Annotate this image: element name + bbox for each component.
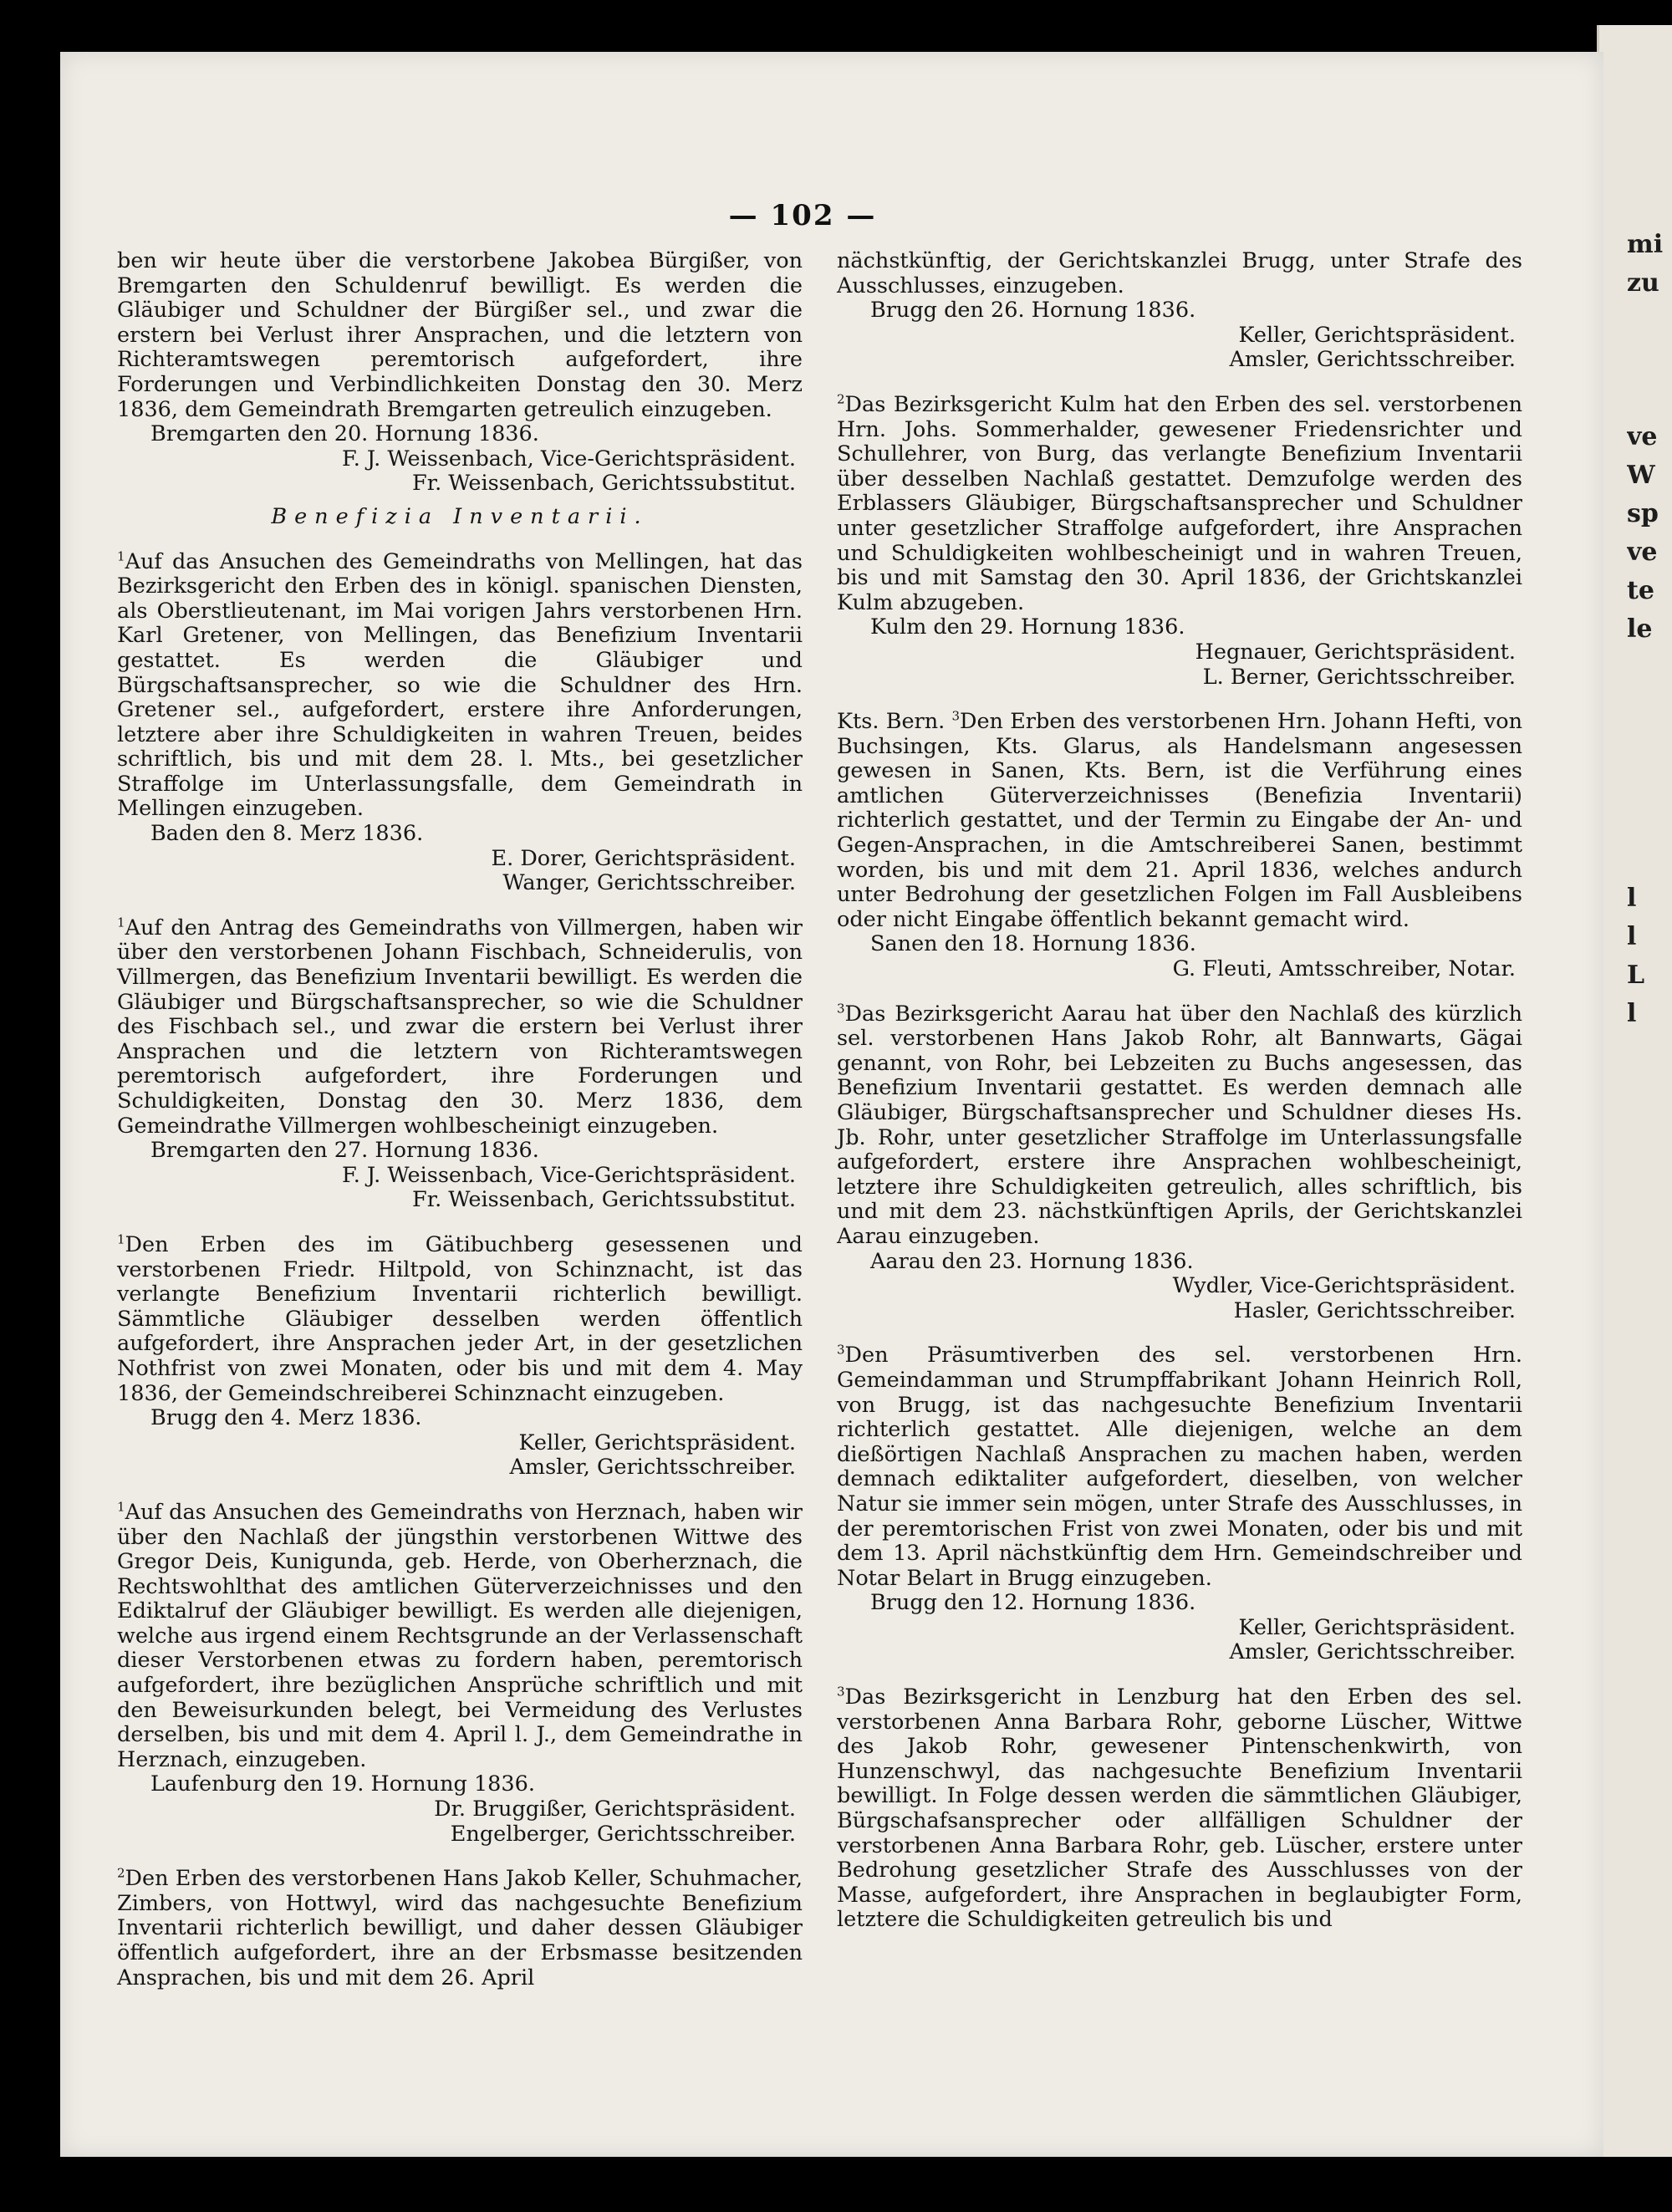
next-page-line-fragment [1627, 841, 1672, 879]
notice-paragraph [117, 1867, 803, 1990]
notice-paragraph [117, 916, 803, 1139]
signature-line: G. Fleuti, Amtsschreiber, Notar. [1172, 956, 1516, 982]
next-page-line-fragment [1627, 1149, 1672, 1187]
signature-line: Fr. Weissenbach, Gerichtssubstitut. [412, 1187, 796, 1213]
spacer [837, 1665, 1522, 1685]
notice-text: Das Bezirksgericht in Lenzburg hat den Erben des sel. verstorbenen Anna Barbara Rohr, geborne Lüscher, Wittwe des Jakob Rohr, gewesener Pintenschenkwirth, von Hunzenschwyl, das nachgesuchte Benefizium Inventarii bewilligt. In Folge dessen werden die sämmtlichen Gläubiger, Bürgschafsansprecher oder allfälligen Schuldner der verstorbenen Anna Barbara Rohr, geb. Lüscher, erstere unter Bedrohung gesetzlicher Strafe des Ausschlusses von der Masse, aufgefordert, ihre Ansprachen in beglaubigter Form, letztere die Schuldigkeiten getreulich bis und [837, 1684, 1522, 1933]
next-page-line-fragment: l [1627, 884, 1637, 913]
notice-text: nächstkünftig, der Gerichtskanzlei Brugg, unter Strafe des Ausschlusses, einzugeben. [837, 248, 1522, 298]
notice-text: Auf das Ansuchen des Gemeindraths von Mellingen, hat das Bezirksgericht den Erben des in königl. spanischen Diensten, als Oberstlieutenant, im Mai vorigen Jahrs verstorbenen Hrn. Karl Gretener, von Mellingen, das Benefizium Inventarii gestattet. Es werden die Gläubiger und Bürgschaftsansprecher, so wie die Schuldner des Hrn. Gretener sel., aufgefordert, erstere ihre Anforderungen, letztere aber ihre Schuldigkeiten in wahren Treuen, beides schriftlich, bis und mit dem 28. l. Mts., bei gesetzlicher Straffolge im Unterlassungsfalle, dem Gemeindrath in Mellingen einzugeben. [117, 548, 803, 822]
notice-number-mark: 3 [837, 1001, 845, 1017]
notice-paragraph [117, 1501, 803, 1773]
notice-paragraph [837, 249, 1522, 298]
notice-paragraph [837, 1343, 1522, 1591]
signature-line: Wydler, Vice-Gerichtspräsident. [1172, 1273, 1516, 1299]
next-page-line-fragment: W [1627, 461, 1655, 490]
notice-text: Den Präsumtiverben des sel. verstorbenen Hrn. Gemeindamman und Strumpffabrikant Johann Heinrich Roll, von Brugg, ist das nachgesuchte Benefizium Inventarii richterlich gestattet. Alle diejenigen, welche an dem dießörtigen Nachlaß Ansprachen zu machen haben, werden demnach ediktaliter aufgefordert, dieselben, von welcher Natur sie immer sein mögen, unter Strafe des Ausschlusses, in der peremtorischen Frist von zwei Monaten, oder bis und mit dem 13. April nächstkünftig dem Hrn. Gemeindschreiber und Notar Belart in Brugg einzugeben. [837, 1343, 1522, 1591]
next-page-line-fragment [1627, 1341, 1672, 1379]
place-date-line: Brugg den 12. Hornung 1836. [870, 1590, 1196, 1616]
signature-line: F. J. Weissenbach, Vice-Gerichtspräsident. [342, 1162, 796, 1188]
signature-line: Fr. Weissenbach, Gerichtssubstitut. [412, 471, 796, 497]
notice-number-mark: 1 [117, 1499, 125, 1515]
notice-paragraph [117, 249, 803, 422]
place-date-line: Brugg den 4. Merz 1836. [150, 1405, 422, 1431]
next-page-line-fragment [1627, 1187, 1672, 1226]
next-page-line-fragment: le [1627, 614, 1653, 644]
signature-line: Amsler, Gerichtsschreiber. [1229, 1639, 1516, 1665]
signature-line: Keller, Gerichtspräsident. [1238, 1614, 1516, 1640]
signature-line: Dr. Bruggißer, Gerichtspräsident. [434, 1797, 796, 1822]
next-page-line-fragment: zu [1627, 268, 1659, 298]
next-page-fragment [1627, 226, 1672, 1456]
spacer [117, 1481, 803, 1501]
next-page-line-fragment [1627, 1264, 1672, 1302]
notice-number-mark: 3 [837, 1684, 845, 1700]
canton-label: Kts. Bern. [837, 709, 952, 735]
next-page-line-fragment: ve [1627, 538, 1658, 567]
notice-number-mark: 2 [837, 391, 845, 407]
next-page-line-fragment [1627, 303, 1672, 341]
next-page-line-fragment [1627, 380, 1672, 418]
signature-line: Hasler, Gerichtsschreiber. [1233, 1297, 1516, 1323]
next-page-line-fragment: l [1627, 922, 1637, 951]
notice-paragraph [837, 1685, 1522, 1933]
next-page-line-fragment [1627, 726, 1672, 764]
next-page-line-fragment: mi [1627, 230, 1664, 259]
spacer [837, 373, 1522, 393]
next-page-line-fragment: sp [1627, 499, 1659, 528]
notice-number-mark: 1 [117, 1231, 125, 1247]
signature-line: Keller, Gerichtspräsident. [518, 1430, 796, 1455]
page-number: — 102 — [728, 199, 877, 232]
signature-line: Amsler, Gerichtsschreiber. [1229, 347, 1516, 373]
next-page-line-fragment: l [1627, 999, 1637, 1028]
signature-line: Hegnauer, Gerichtspräsident. [1195, 639, 1516, 665]
next-page-line-fragment: ve [1627, 422, 1658, 451]
notice-text: Den Erben des im Gätibuchberg gesessenen und verstorbenen Friedr. Hiltpold, von Schinznacht, ist das verlangte Benefizium Inventarii richterlich bewilligt. Sämmtliche Gläubiger desselben werden öffentlich aufgefordert, ihre Ansprachen jeder Art, in der gesetzlichen Nothfrist von zwei Monaten, oder bis und mit dem 4. May 1836, der Gemeindschreiberei Schinznacht einzugeben. [117, 1231, 803, 1406]
next-page-line-fragment [1627, 1418, 1672, 1456]
next-page-line-fragment [1627, 1302, 1672, 1341]
signature-line: Keller, Gerichtspräsident. [1238, 322, 1516, 348]
signature-line: F. J. Weissenbach, Vice-Gerichtspräsident. [342, 446, 796, 471]
place-date-line: Brugg den 26. Hornung 1836. [870, 298, 1196, 324]
notice-text: Auf das Ansuchen des Gemeindraths von Herznach, haben wir über den Nachlaß der jüngsthin verstorbenen Wittwe des Gregor Deis, Kunigunda, geb. Herde, von Oberherznach, die Rechtswohlthat des amtlichen Güterverzeichnisses und den Ediktalruf der Gläubiger bewilligt. Es werden alle diejenigen, welche aus irgend einem Rechtsgrunde an der Verlassenschaft dieser Verstorbenen etwas zu fordern haben, peremtorisch aufgefordert, ihre bezüglichen Ansprüche schriftlich und mit den Beweisurkunden belegt, bei Vermeidung des Verlustes derselben, bis und mit dem 4. April l. J., dem Gemeindrathe in Herznach, einzugeben. [117, 1499, 803, 1772]
notice-number-mark: 2 [117, 1865, 125, 1881]
next-page-line-fragment [1627, 341, 1672, 380]
next-page-line-fragment [1627, 1226, 1672, 1264]
place-date-line: Baden den 8. Merz 1836. [150, 821, 424, 847]
spacer [117, 1847, 803, 1867]
notice-text: Das Bezirksgericht Kulm hat den Erben des sel. verstorbenen Hrn. Johs. Sommerhalder, gewesener Friedensrichter und Schullehrer, von Burg, das verlangte Benefizium Inventarii über desselben Nachlaß gestattet. Demzufolge werden des Erblassers Gläubiger, Bürgschaftsansprecher und Schuldner unter gesetzlicher Straffolge aufgefordert, ihre Ansprachen und Schuldigkeiten wohlbescheinigt und in wahren Treuen, bis und mit Samstag den 30. April 1836, der Grichtskanzlei Kulm abzugeben. [837, 391, 1522, 615]
notice-paragraph [117, 1233, 803, 1406]
place-date-line: Aarau den 23. Hornung 1836. [870, 1248, 1194, 1274]
notice-text: Den Erben des verstorbenen Hans Jakob Keller, Schuhmacher, Zimbers, von Hottwyl, wird das nachgesuchte Benefizium Inventarii richterlich bewilligt, und daher dessen Gläubiger öffentlich aufgefordert, ihre an der Erbsmasse besitzenden Ansprachen, bis und mit dem 26. April [117, 1866, 803, 1990]
next-page-line-fragment: L [1627, 961, 1645, 990]
spacer [837, 1323, 1522, 1343]
notice-paragraph [837, 393, 1522, 615]
next-page-line-fragment [1627, 764, 1672, 803]
notice-number-mark: 3 [951, 708, 961, 724]
notice-text: ben wir heute über die verstorbene Jakobea Bürgißer, von Bremgarten den Schuldenruf bewilligt. Es werden die Gläubiger und Schuldner der Bürgißer sel., und zwar die erstern bei Verlust ihrer Ansprachen, und die letztern von Richteramtswegen peremtorisch aufgefordert, ihre Forderungen und Verbindlichkeiten Donstag den 30. Merz 1836, dem Gemeindrath Bremgarten getreulich einzugeben. [117, 248, 803, 422]
notice-number-mark: 3 [837, 1342, 845, 1358]
signature-line: L. Berner, Gerichtsschreiber. [1202, 664, 1516, 690]
next-page-line-fragment [1627, 1072, 1672, 1110]
next-page-line-fragment [1627, 649, 1672, 687]
signature-line: Amsler, Gerichtsschreiber. [509, 1455, 796, 1481]
spacer [837, 690, 1522, 710]
spacer [117, 896, 803, 916]
signature-line: E. Dorer, Gerichtspräsident. [491, 845, 796, 871]
place-date-line: Laufenburg den 19. Hornung 1836. [150, 1771, 535, 1797]
left-column [117, 249, 803, 1990]
section-heading: Benefizia Inventarii. [271, 503, 649, 529]
place-date-line: Bremgarten den 20. Hornung 1836. [150, 421, 539, 447]
next-page-line-fragment: te [1627, 576, 1654, 605]
signature-line: Wanger, Gerichtsschreiber. [502, 870, 796, 896]
notice-text: Den Erben des verstorbenen Hrn. Johann Hefti, von Buchsingen, Kts. Glarus, als Handelsmann angesessen gewesen in Sanen, Kts. Bern, ist die Verführung eines amtlichen Güterverzeichnisses (Benefizia Inventarii) richterlich gestattet, und der Termin zu Eingabe der An- und Gegen-Ansprachen, in die Amtschreiberei Sanen, bestimmt worden, bis und mit dem 21. April 1836, welches andurch unter Bedrohung der gesetzlichen Folgen im Fall Ausbleibens oder nicht Eingabe öffentlich bekannt gemacht wird. [837, 709, 1522, 932]
notice-number-mark: 1 [117, 548, 125, 564]
next-page-line-fragment [1627, 803, 1672, 841]
notice-paragraph [837, 710, 1522, 932]
place-date-line: Bremgarten den 27. Hornung 1836. [150, 1138, 539, 1164]
notice-text: Das Bezirksgericht Aarau hat über den Nachlaß des kürzlich sel. verstorbenen Hans Jakob Rohr, alt Bannwarts, Gägai genannt, von Rohr, bei Lebzeiten zu Buchs angesessen, das Benefizium Inventarii gestattet. Es werden demnach alle Gläubiger, Bürgschaftsansprecher und Schuldner dieses Hs. Jb. Rohr, unter gesetzlicher Straffolge im Unterlassungsfalle aufgefordert, erstere ihre Ansprachen wohlbescheinigt, letztere ihre Schuldigkeiten getreulich, alles schriftlich, bis und mit dem 23. nächstkünftigen Aprils, der Gerichtskanzlei Aarau einzugeben. [837, 1001, 1522, 1249]
spacer [117, 1213, 803, 1233]
notice-text: Auf den Antrag des Gemeindraths von Villmergen, haben wir über den verstorbenen Johann Fischbach, Schneiderulis, von Villmergen, das Benefizium Inventarii bewilligt. Es werden die Gläubiger und Bürgschaftsansprecher, so wie die Schuldner des Fischbach sel., und zwar die erstern bei Verlust ihrer Ansprachen und die letztern von Richteramtswegen peremtorisch aufgefordert, ihre Forderungen und Schuldigkeiten, Donstag den 30. Merz 1836, dem Gemeindrathe Villmergen wohlbescheinigt einzugeben. [117, 915, 803, 1139]
signature-line: Engelberger, Gerichtsschreiber. [450, 1821, 796, 1847]
next-page-line-fragment [1627, 1110, 1672, 1149]
next-page-line-fragment [1627, 1379, 1672, 1418]
place-date-line: Sanen den 18. Hornung 1836. [870, 931, 1196, 957]
notice-paragraph [117, 550, 803, 823]
notice-number-mark: 1 [117, 915, 125, 930]
next-page-line-fragment [1627, 1033, 1672, 1072]
place-date-line: Kulm den 29. Hornung 1836. [870, 614, 1185, 640]
spacer [837, 982, 1522, 1002]
next-page-line-fragment [1627, 687, 1672, 726]
notice-paragraph [837, 1002, 1522, 1250]
right-column [837, 249, 1522, 1933]
